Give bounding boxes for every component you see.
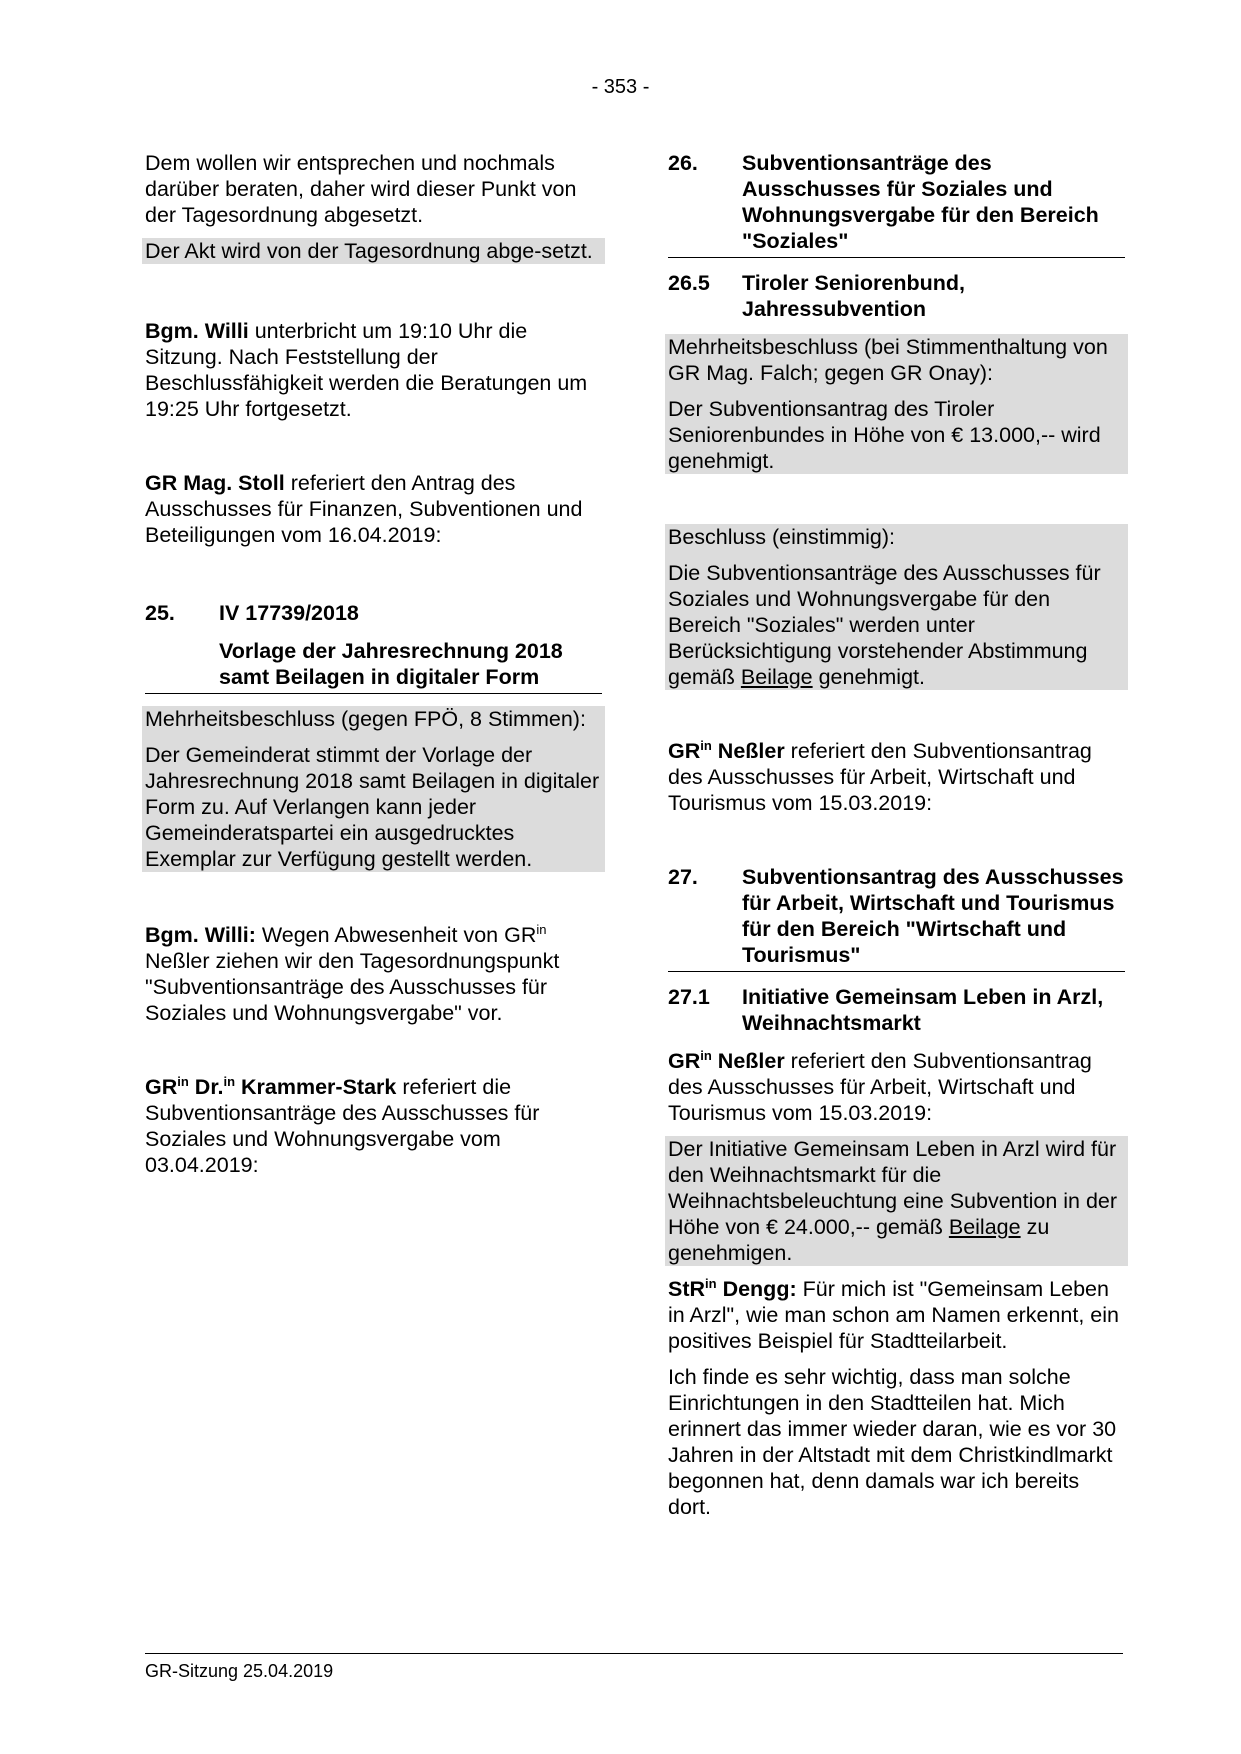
resolution-box xyxy=(665,1136,1128,1266)
paragraph xyxy=(145,318,602,422)
paragraph-text: unterbricht um 19:10 Uhr die Sitzung. Nach Feststellung der Beschlussfähigkeit werden die Beratungen um 19:25 Uhr fortgesetzt. xyxy=(145,319,588,421)
resolution-text: Der Akt wird von der Tagesordnung abge-setzt. xyxy=(145,239,593,263)
paragraph: Bgm. Willi: Wegen Abwesenheit von $GR^{in}$ Neßler ziehen wir den Tagesordnungspunkt "Subventionsanträge des Ausschusses für Soziales und Wohnungsvergabe" vor. xyxy=(145,921,560,1025)
agenda-item-heading xyxy=(668,150,1125,258)
subitem-title: Initiative Gemeinsam Leben in Arzl, Weihnachtsmarkt xyxy=(742,985,1104,1035)
paragraph: Ich finde es sehr wichtig, dass man solche Einrichtungen in den Stadtteilen hat. Mich erinnert das immer wieder daran, wie es vor 30 Jahren in der Altstadt mit dem Christkindlmarkt begonnen hat, denn damals war ich bereits dort. xyxy=(668,1365,1117,1519)
agenda-item-subheading xyxy=(145,638,602,694)
resolution-text: Die Subventionsanträge des Ausschusses für Soziales und Wohnungsvergabe für den Bereich "Soziales" werden unter Berücksichtigung vorstehender Abstimmung gemäß Beilage genehmigt. xyxy=(668,561,1101,689)
resolution-type: Mehrheitsbeschluss (bei Stimmenthaltung von GR Mag. Falch; gegen GR Onay): xyxy=(668,335,1108,385)
agenda-item-subtitle: Vorlage der Jahresrechnung 2018 samt Beilagen in digitaler Form xyxy=(219,639,563,689)
agenda-item-heading xyxy=(145,600,602,626)
resolution-type: Mehrheitsbeschluss (gegen FPÖ, 8 Stimmen): xyxy=(145,707,586,731)
attachment-link[interactable]: Beilage xyxy=(948,1215,1021,1239)
resolution-box xyxy=(142,238,605,264)
footer-text: GR-Sitzung 25.04.2019 xyxy=(145,1661,334,1681)
subitem-title: Tiroler Seniorenbund, Jahressubvention xyxy=(742,271,965,321)
speaker-name: StR$^{in}$ Dengg: xyxy=(668,1275,797,1301)
attachment-link[interactable]: Beilage xyxy=(740,665,813,689)
right-column xyxy=(668,150,1125,1520)
subitem-heading xyxy=(668,984,1125,1036)
paragraph xyxy=(145,470,602,548)
subitem-number: 26.5 xyxy=(668,271,710,295)
speaker-name: $GR^{in}$ Neßler xyxy=(668,1047,785,1073)
paragraph: $GR^{in}$ Dr.$^{in}$ Krammer-Stark referiert die Subventionsanträge des Ausschusses für Soziales und Wohnungsvergabe vom 03.04.2019: xyxy=(145,1073,540,1177)
footer xyxy=(145,1653,1123,1682)
speaker-name: Bgm. Willi: xyxy=(145,923,256,947)
resolution-box xyxy=(665,524,1128,690)
speaker-name: GR Mag. Stoll xyxy=(145,471,285,495)
speaker-name: $GR^{in}$ Dr.$^{in}$ Krammer-Stark xyxy=(145,1073,397,1099)
agenda-item-title: IV 17739/2018 xyxy=(219,601,359,625)
subitem-heading xyxy=(668,270,1125,322)
resolution-text: Der Gemeinderat stimmt der Vorlage der Jahresrechnung 2018 samt Beilagen in digitaler Form zu. Auf Verlangen kann jeder Gemeinderatspartei ein ausgedrucktes Exemplar zur Verfügung gestellt werden. xyxy=(145,743,600,871)
resolution-box xyxy=(665,334,1128,474)
paragraph-text: referiert den Antrag des Ausschusses für Finanzen, Subventionen und Beteiligungen vom 16.04.2019: xyxy=(145,471,583,547)
agenda-item-heading xyxy=(668,864,1125,972)
agenda-item-number: 25. xyxy=(145,601,175,625)
agenda-item-title: Subventionsanträge des Ausschusses für Soziales und Wohnungsvergabe für den Bereich "Soziales" xyxy=(742,151,1099,253)
paragraph: $GR^{in}$ Neßler referiert den Subventionsantrag des Ausschusses für Arbeit, Wirtschaft und Tourismus vom 15.03.2019: xyxy=(668,737,1092,815)
agenda-item-number: 26. xyxy=(668,151,698,175)
resolution-type: Beschluss (einstimmig): xyxy=(668,525,895,549)
paragraph: $GR^{in}$ Neßler referiert den Subventionsantrag des Ausschusses für Arbeit, Wirtschaft und Tourismus vom 15.03.2019: xyxy=(668,1047,1092,1125)
page-number: - 353 - xyxy=(591,76,650,98)
speaker-name: $GR^{in}$ Neßler xyxy=(668,737,785,763)
agenda-item-title: Subventionsantrag des Ausschusses für Arbeit, Wirtschaft und Tourismus für den Bereich "Wirtschaft und Tourismus" xyxy=(742,865,1124,967)
speaker-name: Bgm. Willi xyxy=(145,319,249,343)
resolution-text: Der Subventionsantrag des Tiroler Seniorenbundes in Höhe von € 13.000,-- wird genehmigt. xyxy=(668,397,1101,473)
left-column xyxy=(145,150,602,1178)
agenda-item-number: 27. xyxy=(668,865,698,889)
resolution-box xyxy=(142,706,605,872)
subitem-number: 27.1 xyxy=(668,985,710,1009)
resolution-text: Der Initiative Gemeinsam Leben in Arzl wird für den Weihnachtsmarkt für die Weihnachtsbeleuchtung eine Subvention in der Höhe von € 24.000,-- gemäß Beilage zu genehmigen. xyxy=(668,1137,1118,1265)
paragraph: Dem wollen wir entsprechen und nochmals darüber beraten, daher wird dieser Punkt von der Tagesordnung abgesetzt. xyxy=(145,151,577,227)
paragraph: StR$^{in}$ Dengg: Für mich ist "Gemeinsam Leben in Arzl", wie man schon am Namen erkennt, ein positives Beispiel für Stadtteilarbeit. xyxy=(668,1275,1119,1353)
